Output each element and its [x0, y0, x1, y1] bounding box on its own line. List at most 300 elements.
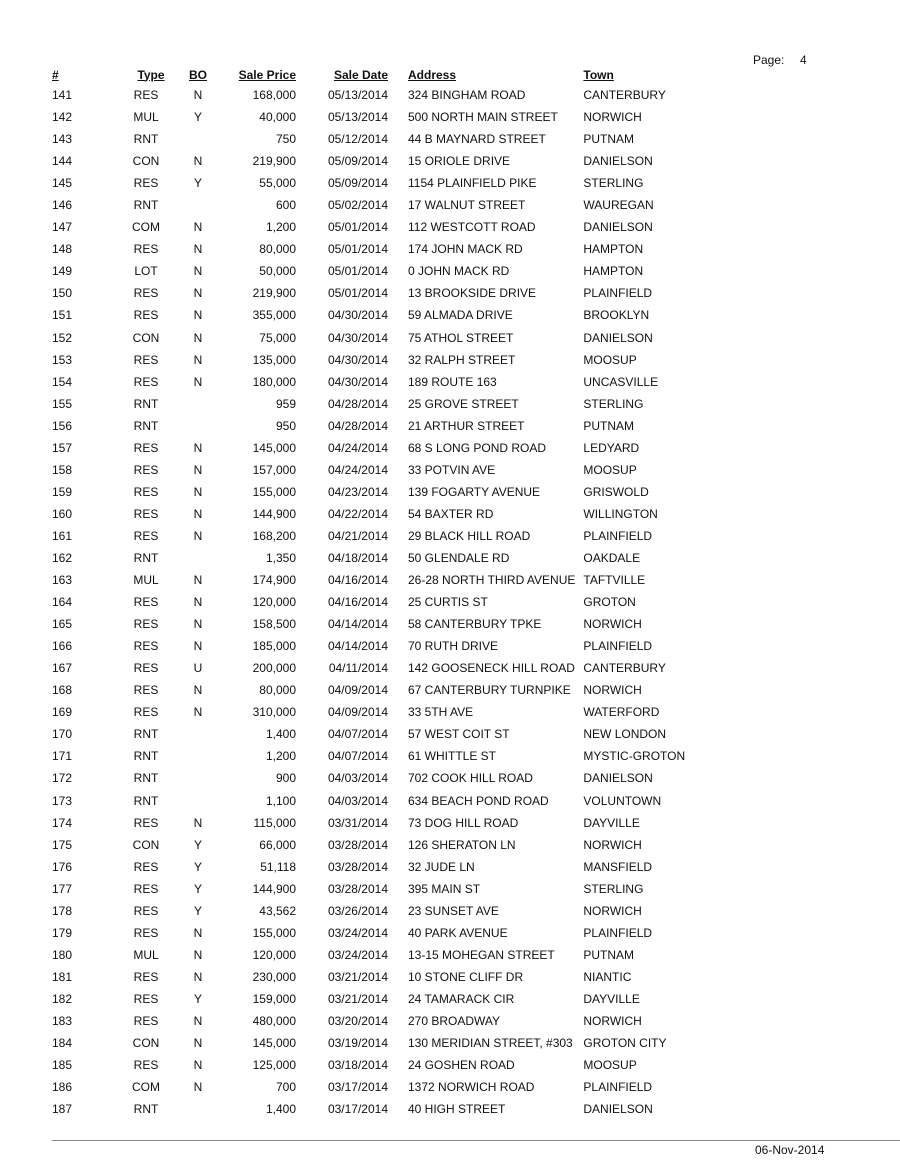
cell-type: RNT [133, 727, 159, 742]
cell-sale-date: 05/01/2014 [327, 286, 388, 301]
cell-sale-date: 04/09/2014 [327, 683, 388, 698]
cell-town: BROOKLYN [583, 308, 650, 323]
cell-number: 176 [52, 859, 73, 874]
cell-town: DAYVILLE [583, 815, 640, 830]
cell-sale-price: 180,000 [252, 374, 296, 389]
cell-sale-price: 1,200 [265, 749, 296, 764]
table-row [52, 304, 713, 326]
cell-town: WATERFORD [583, 705, 660, 720]
cell-address: 21 ARTHUR STREET [408, 418, 525, 433]
cell-address: 40 PARK AVENUE [408, 925, 508, 940]
cell-town: WAUREGAN [583, 198, 654, 213]
cell-type: RES [133, 881, 159, 896]
cell-town: PLAINFIELD [583, 639, 653, 654]
cell-sale-price: 43,562 [259, 903, 296, 918]
cell-sale-date: 04/18/2014 [327, 551, 388, 565]
cell-type: RES [133, 242, 159, 257]
cell-type: CON [132, 1036, 160, 1051]
cell-town: OAKDALE [583, 551, 641, 565]
cell-sale-price: 900 [275, 771, 296, 786]
cell-address: 634 BEACH POND ROAD [408, 793, 549, 808]
cell-address: 40 HIGH STREET [408, 1102, 506, 1117]
cell-town: NIANTIC [583, 969, 632, 984]
cell-town: MOOSUP [583, 352, 637, 367]
cell-address: 13 BROOKSIDE DRIVE [408, 286, 537, 301]
cell-bo: N [193, 308, 203, 323]
cell-sale-date: 03/17/2014 [327, 1102, 388, 1117]
cell-type: MUL [133, 110, 159, 125]
cell-bo: N [193, 330, 203, 345]
table-row [52, 635, 713, 657]
cell-number: 159 [52, 484, 73, 499]
table-row [52, 503, 713, 525]
cell-sale-price: 1,400 [265, 727, 296, 742]
cell-address: 0 JOHN MACK RD [408, 264, 510, 279]
cell-address: 130 MERIDIAN STREET, #303 [408, 1036, 573, 1051]
cell-bo [178, 393, 218, 415]
cell-sale-date: 04/14/2014 [327, 617, 388, 632]
table-body [52, 84, 713, 1120]
cell-number: 183 [52, 1013, 73, 1028]
cell-number: 174 [52, 815, 73, 830]
cell-town: DANIELSON [583, 1102, 653, 1117]
cell-sale-price: 355,000 [252, 308, 296, 323]
cell-town: DANIELSON [583, 154, 653, 169]
cell-town: PLAINFIELD [583, 528, 653, 543]
cell-bo [178, 415, 218, 437]
cell-type: RES [133, 352, 159, 367]
cell-town: MOOSUP [583, 1058, 637, 1073]
cell-sale-date: 04/03/2014 [327, 793, 388, 808]
cell-type: RES [133, 815, 159, 830]
col-header-sale-date: Sale Date [333, 67, 388, 82]
cell-address: 67 CANTERBURY TURNPIKE [408, 683, 571, 698]
table-row [52, 525, 713, 547]
cell-address: 61 WHITTLE ST [408, 749, 497, 764]
cell-type: RNT [133, 551, 159, 565]
cell-town: DANIELSON [583, 771, 653, 786]
cell-number: 168 [52, 683, 73, 698]
cell-sale-price: 145,000 [252, 440, 296, 455]
cell-sale-price: 959 [275, 396, 296, 411]
cell-number: 164 [52, 595, 73, 610]
cell-sale-price: 168,000 [252, 88, 296, 103]
cell-bo: N [193, 506, 203, 521]
cell-type: COM [132, 1080, 160, 1095]
cell-town: NORWICH [583, 837, 642, 852]
cell-town: STERLING [583, 396, 644, 411]
cell-town: PUTNAM [583, 947, 635, 962]
table-row [52, 790, 713, 812]
cell-number: 158 [52, 462, 73, 477]
cell-type: RES [133, 484, 159, 499]
cell-sale-price: 75,000 [259, 330, 296, 345]
cell-bo: N [193, 1080, 203, 1095]
cell-sale-price: 200,000 [252, 661, 296, 676]
cell-type: CON [132, 154, 160, 169]
table-row [52, 944, 713, 966]
table-row [52, 701, 713, 723]
table-row [52, 393, 713, 415]
cell-number: 149 [52, 264, 73, 279]
cell-number: 175 [52, 837, 73, 852]
cell-sale-price: 40,000 [259, 110, 296, 125]
cell-address: 15 ORIOLE DRIVE [408, 154, 511, 169]
cell-sale-date: 03/21/2014 [327, 969, 388, 984]
table-row [52, 282, 713, 304]
table-row [52, 349, 713, 371]
cell-bo: N [193, 925, 203, 940]
cell-type: RES [133, 88, 159, 103]
cell-sale-date: 03/28/2014 [327, 837, 388, 852]
cell-bo [178, 723, 218, 745]
cell-bo [178, 1098, 218, 1120]
cell-type: RES [133, 903, 159, 918]
cell-sale-date: 05/13/2014 [327, 110, 388, 125]
cell-sale-date: 04/30/2014 [327, 308, 388, 323]
cell-bo: N [193, 220, 203, 235]
cell-sale-date: 03/24/2014 [327, 947, 388, 962]
cell-sale-date: 04/14/2014 [327, 639, 388, 654]
cell-address: 32 RALPH STREET [408, 352, 516, 367]
cell-sale-price: 950 [275, 418, 296, 433]
cell-town: PUTNAM [583, 132, 635, 147]
cell-sale-price: 155,000 [252, 484, 296, 499]
cell-type: RES [133, 308, 159, 323]
cell-number: 182 [52, 991, 73, 1006]
cell-type: RES [133, 506, 159, 521]
cell-number: 153 [52, 352, 73, 367]
cell-address: 10 STONE CLIFF DR [408, 969, 524, 984]
cell-sale-date: 05/01/2014 [327, 264, 388, 279]
cell-type: RES [133, 859, 159, 874]
cell-number: 161 [52, 528, 73, 543]
cell-type: RES [133, 661, 159, 676]
cell-address: 58 CANTERBURY TPKE [408, 617, 542, 632]
cell-bo: N [193, 88, 203, 103]
cell-number: 143 [52, 132, 73, 147]
cell-sale-date: 04/07/2014 [327, 727, 388, 742]
cell-sale-date: 05/12/2014 [327, 132, 388, 147]
cell-bo [178, 745, 218, 767]
cell-sale-price: 219,900 [252, 154, 296, 169]
cell-number: 180 [52, 947, 73, 962]
cell-bo: N [193, 462, 203, 477]
cell-bo: Y [193, 110, 202, 125]
table-row [52, 922, 713, 944]
cell-sale-date: 03/28/2014 [327, 881, 388, 896]
cell-address: 17 WALNUT STREET [408, 198, 526, 213]
cell-number: 170 [52, 727, 73, 742]
cell-type: RNT [133, 198, 159, 213]
cell-bo: Y [193, 903, 202, 918]
cell-number: 148 [52, 242, 73, 257]
cell-sale-price: 144,900 [252, 881, 296, 896]
cell-town: DANIELSON [583, 220, 653, 235]
cell-bo: N [193, 595, 203, 610]
cell-bo [178, 194, 218, 216]
cell-sale-price: 310,000 [252, 705, 296, 720]
cell-number: 167 [52, 661, 73, 676]
table-row [52, 723, 713, 745]
cell-address: 50 GLENDALE RD [408, 551, 510, 565]
cell-type: COM [132, 220, 160, 235]
cell-sale-price: 1,100 [265, 793, 296, 808]
table-row [52, 988, 713, 1010]
cell-type: RES [133, 969, 159, 984]
cell-bo [178, 547, 218, 569]
cell-number: 152 [52, 330, 73, 345]
cell-bo: N [193, 639, 203, 654]
cell-bo: U [193, 661, 203, 676]
cell-type: RNT [133, 771, 159, 786]
cell-number: 171 [52, 749, 73, 764]
cell-town: NORWICH [583, 683, 642, 698]
cell-bo: Y [193, 991, 202, 1006]
table-row [52, 569, 713, 591]
cell-sale-price: 125,000 [252, 1058, 296, 1073]
cell-address: 189 ROUTE 163 [408, 374, 497, 389]
cell-address: 59 ALMADA DRIVE [408, 308, 513, 323]
cell-sale-price: 1,200 [265, 220, 296, 235]
cell-town: TAFTVILLE [583, 573, 646, 588]
cell-bo: N [193, 683, 203, 698]
cell-town: PLAINFIELD [583, 286, 653, 301]
cell-address: 1372 NORWICH ROAD [408, 1080, 535, 1095]
cell-sale-date: 05/09/2014 [327, 154, 388, 169]
cell-sale-date: 04/30/2014 [327, 330, 388, 345]
cell-address: 24 TAMARACK CIR [408, 991, 515, 1006]
cell-type: RNT [133, 418, 159, 433]
cell-address: 68 S LONG POND ROAD [408, 440, 547, 455]
cell-sale-date: 04/07/2014 [327, 749, 388, 764]
table-row [52, 1032, 713, 1054]
cell-sale-price: 115,000 [253, 815, 296, 830]
col-header-bo: BO [189, 67, 207, 82]
cell-number: 178 [52, 903, 73, 918]
cell-address: 57 WEST COIT ST [408, 727, 510, 742]
col-header-town: Town [583, 67, 614, 82]
cell-type: RES [133, 595, 159, 610]
cell-number: 177 [52, 881, 73, 896]
cell-address: 73 DOG HILL ROAD [408, 815, 519, 830]
table-row [52, 128, 713, 150]
cell-sale-price: 185,000 [252, 639, 296, 654]
cell-type: RES [133, 528, 159, 543]
table-row [52, 459, 713, 481]
cell-bo: N [193, 617, 203, 632]
table-row [52, 812, 713, 834]
table-row [52, 547, 713, 569]
cell-sale-price: 120,000 [252, 595, 296, 610]
cell-sale-date: 03/26/2014 [327, 903, 388, 918]
cell-number: 172 [52, 771, 73, 786]
table-header-row [52, 65, 713, 84]
cell-number: 184 [52, 1036, 73, 1051]
table-row [52, 1076, 713, 1098]
cell-sale-price: 144,900 [252, 506, 296, 521]
cell-address: 70 RUTH DRIVE [408, 639, 499, 654]
cell-address: 25 CURTIS ST [408, 595, 488, 610]
cell-address: 174 JOHN MACK RD [408, 242, 523, 257]
cell-sale-date: 04/16/2014 [327, 595, 388, 610]
cell-sale-date: 04/28/2014 [327, 418, 388, 433]
cell-sale-date: 03/24/2014 [327, 925, 388, 940]
cell-sale-price: 145,000 [252, 1036, 296, 1051]
cell-bo: Y [193, 881, 202, 896]
cell-sale-price: 1,350 [265, 551, 296, 565]
cell-town: VOLUNTOWN [583, 793, 662, 808]
cell-town: MYSTIC-GROTON [583, 749, 686, 764]
table-row [52, 216, 713, 238]
cell-type: RNT [133, 749, 159, 764]
cell-bo: N [193, 374, 203, 389]
cell-address: 54 BAXTER RD [408, 506, 494, 521]
cell-bo: N [193, 528, 203, 543]
cell-number: 165 [52, 617, 73, 632]
table-row [52, 679, 713, 701]
cell-bo: N [193, 242, 203, 257]
cell-address: 112 WESTCOTT ROAD [408, 220, 536, 235]
cell-sale-price: 80,000 [259, 683, 296, 698]
cell-sale-price: 55,000 [259, 176, 296, 191]
cell-type: RES [133, 286, 159, 301]
cell-type: RES [133, 705, 159, 720]
cell-address: 44 B MAYNARD STREET [408, 132, 546, 147]
cell-sale-date: 03/21/2014 [327, 991, 388, 1006]
cell-town: NORWICH [583, 110, 642, 125]
cell-sale-date: 03/20/2014 [327, 1013, 388, 1028]
cell-bo: N [193, 154, 203, 169]
col-header-type: Type [137, 67, 165, 82]
cell-address: 33 5TH AVE [408, 705, 474, 720]
cell-sale-price: 158,500 [252, 617, 296, 632]
cell-bo [178, 790, 218, 812]
table-row [52, 106, 713, 128]
col-header-number: # [52, 67, 59, 82]
cell-bo: N [193, 815, 203, 830]
cell-address: 25 GROVE STREET [408, 396, 519, 411]
cell-bo: N [193, 1013, 203, 1028]
cell-type: RES [133, 1058, 159, 1073]
cell-town: NORWICH [583, 1013, 642, 1028]
cell-number: 173 [52, 793, 73, 808]
cell-town: WILLINGTON [583, 506, 658, 521]
table-row [52, 194, 713, 216]
footer-date: 06-Nov-2014 [755, 1143, 825, 1157]
cell-number: 187 [52, 1102, 73, 1117]
cell-sale-price: 480,000 [252, 1013, 296, 1028]
cell-type: RNT [133, 396, 159, 411]
table-row [52, 238, 713, 260]
cell-number: 160 [52, 506, 73, 521]
cell-sale-date: 03/19/2014 [327, 1036, 388, 1051]
table-row [52, 856, 713, 878]
cell-bo [178, 767, 218, 789]
cell-sale-date: 04/24/2014 [327, 440, 388, 455]
cell-type: RES [133, 991, 159, 1006]
cell-town: PUTNAM [583, 418, 635, 433]
cell-address: 126 SHERATON LN [408, 837, 516, 852]
cell-type: MUL [133, 947, 159, 962]
cell-sale-date: 04/28/2014 [327, 396, 388, 411]
cell-type: RES [133, 925, 159, 940]
cell-type: CON [132, 837, 160, 852]
cell-address: 270 BROADWAY [408, 1013, 501, 1028]
cell-sale-date: 04/09/2014 [327, 705, 388, 720]
cell-town: STERLING [583, 176, 644, 191]
table-row [52, 613, 713, 635]
cell-address: 1154 PLAINFIELD PIKE [408, 176, 537, 191]
cell-number: 141 [52, 88, 73, 103]
table-row [52, 172, 713, 194]
cell-type: RES [133, 1013, 159, 1028]
table-row [52, 437, 713, 459]
cell-sale-price: 700 [275, 1080, 296, 1095]
table-row [52, 327, 713, 349]
table-row [52, 834, 713, 856]
cell-town: NEW LONDON [583, 727, 667, 742]
cell-address: 139 FOGARTY AVENUE [408, 484, 541, 499]
sales-table [52, 65, 713, 1120]
cell-bo: N [193, 573, 203, 588]
cell-bo: N [193, 484, 203, 499]
table-row [52, 966, 713, 988]
cell-sale-date: 03/18/2014 [327, 1058, 388, 1073]
table-row [52, 371, 713, 393]
cell-bo: Y [193, 176, 202, 191]
cell-type: RNT [133, 793, 159, 808]
cell-number: 142 [52, 110, 73, 125]
cell-bo: N [193, 969, 203, 984]
cell-number: 145 [52, 176, 73, 191]
cell-type: RES [133, 176, 159, 191]
cell-sale-date: 04/16/2014 [327, 573, 388, 588]
cell-sale-price: 120,000 [252, 947, 296, 962]
cell-sale-price: 157,000 [252, 462, 296, 477]
cell-number: 166 [52, 639, 73, 654]
cell-town: GRISWOLD [583, 484, 649, 499]
cell-sale-date: 04/24/2014 [327, 462, 388, 477]
table-row [52, 878, 713, 900]
cell-number: 185 [52, 1058, 73, 1073]
table-row [52, 591, 713, 613]
cell-number: 154 [52, 374, 73, 389]
cell-sale-date: 05/01/2014 [327, 242, 388, 257]
table-row [52, 260, 713, 282]
cell-sale-date: 04/30/2014 [327, 352, 388, 367]
table-row [52, 1098, 713, 1120]
table-row [52, 767, 713, 789]
cell-address: 26-28 NORTH THIRD AVENUE [408, 573, 576, 588]
cell-bo: N [193, 264, 203, 279]
cell-bo: N [193, 286, 203, 301]
cell-number: 186 [52, 1080, 73, 1095]
cell-number: 155 [52, 396, 73, 411]
cell-town: DAYVILLE [583, 991, 640, 1006]
cell-sale-price: 135,000 [252, 352, 296, 367]
cell-sale-price: 80,000 [259, 242, 296, 257]
cell-number: 150 [52, 286, 73, 301]
cell-sale-price: 50,000 [259, 264, 296, 279]
table-row [52, 415, 713, 437]
cell-address: 24 GOSHEN ROAD [408, 1058, 515, 1073]
cell-sale-date: 04/03/2014 [327, 771, 388, 786]
table-row [52, 481, 713, 503]
cell-sale-date: 04/11/2014 [328, 661, 388, 676]
cell-sale-price: 51,118 [260, 859, 296, 874]
cell-sale-price: 750 [275, 132, 296, 147]
